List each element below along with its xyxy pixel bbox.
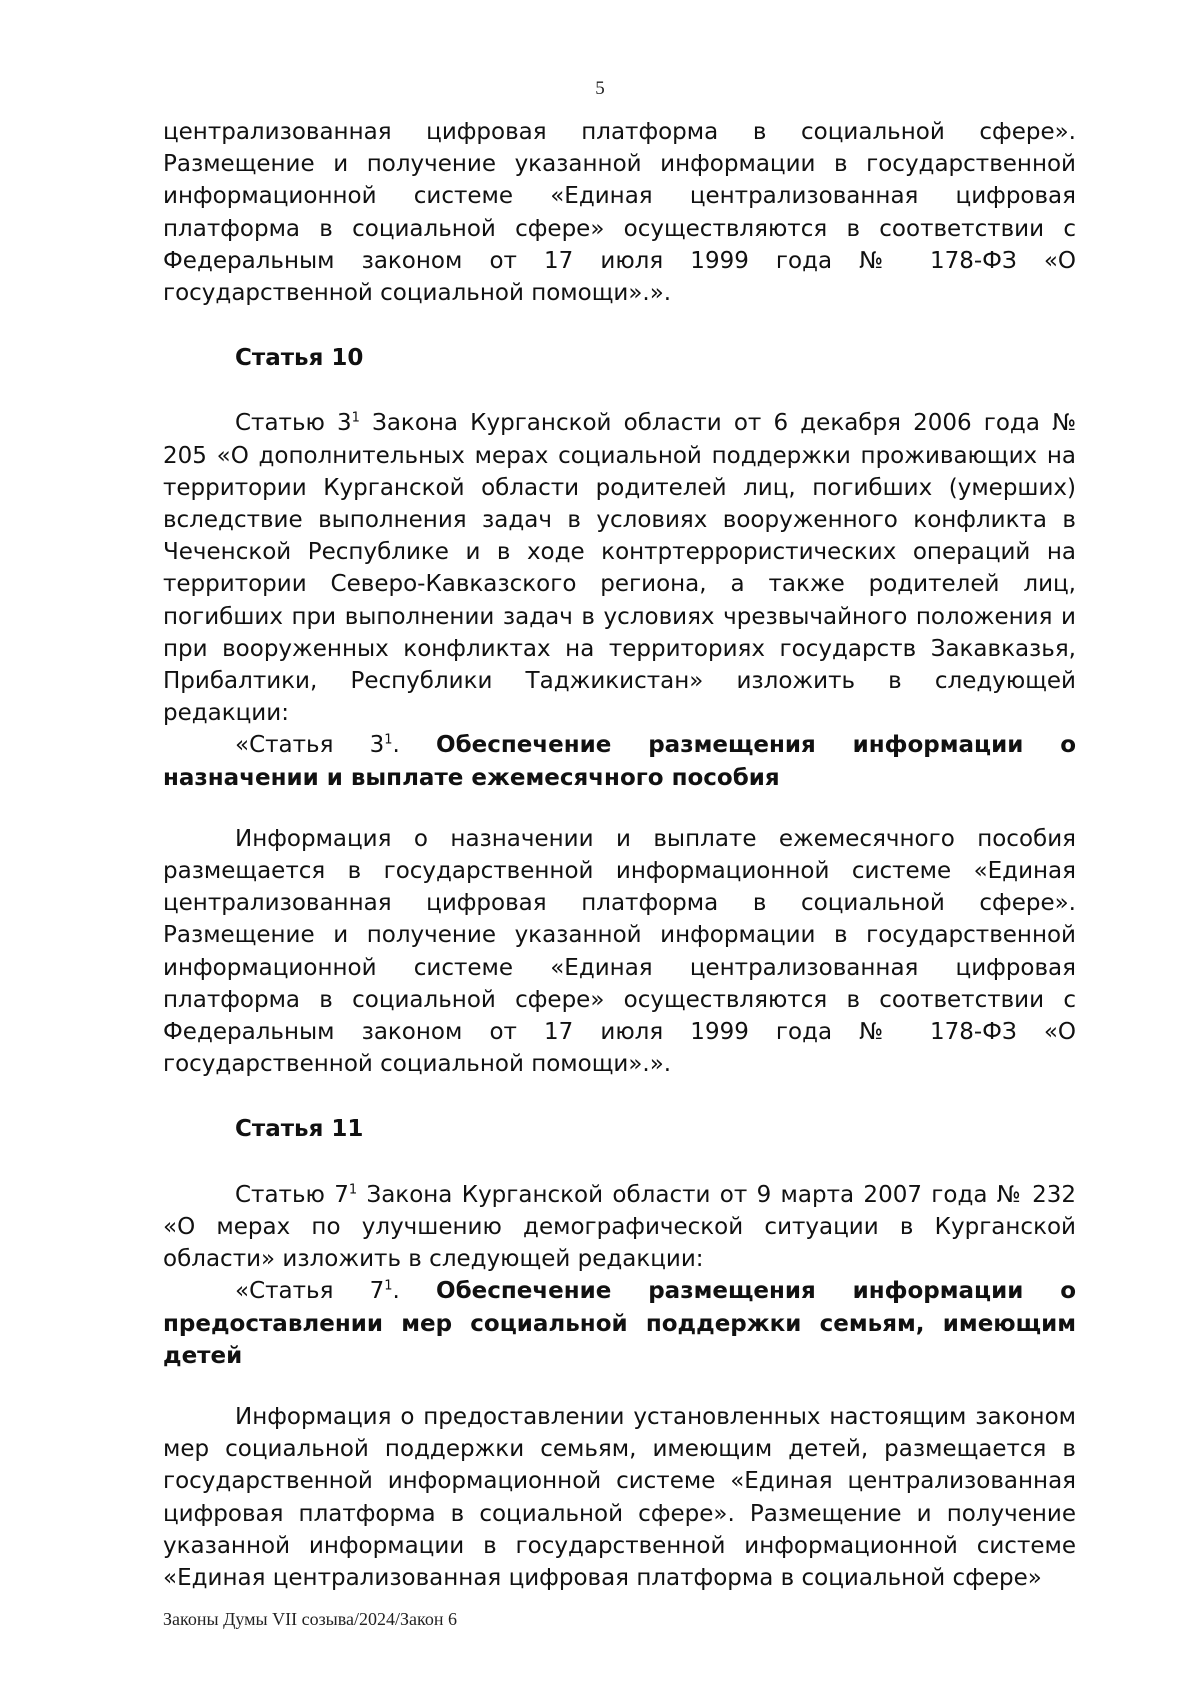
article-10-new-title: «Статья $3^1$. Обеспечение размещения информации о назначении и выплате ежемесячного пособия: [163, 732, 1077, 791]
article-10-heading: Статья 10: [235, 345, 364, 372]
article-10-intro: Статью $3^1$ Закона Курганской области от 6 декабря 2006 года № 205 «О дополнительных мерах социальной поддержки проживающих на территории Курганской области родителей лиц, погибших (умерших) вследствие выполнения задач в условиях вооруженного конфликта в Чеченской Республике и в ходе контртеррористических операций на территории Северо-Кавказского региона, а также родителей лиц, погибших при выполнении задач в условиях чрезвычайного положения и при вооруженных конфликтах на территориях государств Закавказья, Прибалтики, Республики Таджикистан» изложить в следующей редакции:: [163, 410, 1076, 727]
document-footer: Законы Думы VII созыва/2024/Закон 6: [163, 1609, 457, 1629]
article-11-intro: Статью $7^1$ Закона Курганской области от 9 марта 2007 года № 232 «О мерах по улучшению демографической ситуации в Курганской области» изложить в следующей редакции:: [163, 1181, 1076, 1273]
document-body: [163, 116, 1076, 1594]
page-number: 5: [595, 78, 605, 99]
continuation-paragraph: централизованная цифровая платформа в социальной сфере». Размещение и получение указанной информации в государственной информационной системе «Единая централизованная цифровая платформа в социальной сфере» осуществляются в соответствии с Федеральным законом от 17 июля 1999 года № 178-ФЗ «О государственной социальной помощи».».: [163, 119, 1076, 307]
article-10-body: Информация о назначении и выплате ежемесячного пособия размещается в государственной информационной системе «Единая централизованная цифровая платформа в социальной сфере». Размещение и получение указанной информации в государственной информационной системе «Единая централизованная цифровая платформа в социальной сфере» осуществляются в соответствии с Федеральным законом от 17 июля 1999 года № 178-ФЗ «О государственной социальной помощи».».: [163, 825, 1076, 1078]
article-11-new-title: «Статья $7^1$. Обеспечение размещения информации о предоставлении мер социальной поддержки семьям, имеющим детей: [163, 1278, 1077, 1369]
article-11-body: Информация о предоставлении установленных настоящим законом мер социальной поддержки семьям, имеющим детей, размещается в государственной информационной системе «Единая централизованная цифровая платформа в социальной сфере». Размещение и получение указанной информации в государственной информационной системе «Единая централизованная цифровая платформа в социальной сфере»: [163, 1403, 1076, 1591]
article-11-heading: Статья 11: [235, 1116, 364, 1143]
